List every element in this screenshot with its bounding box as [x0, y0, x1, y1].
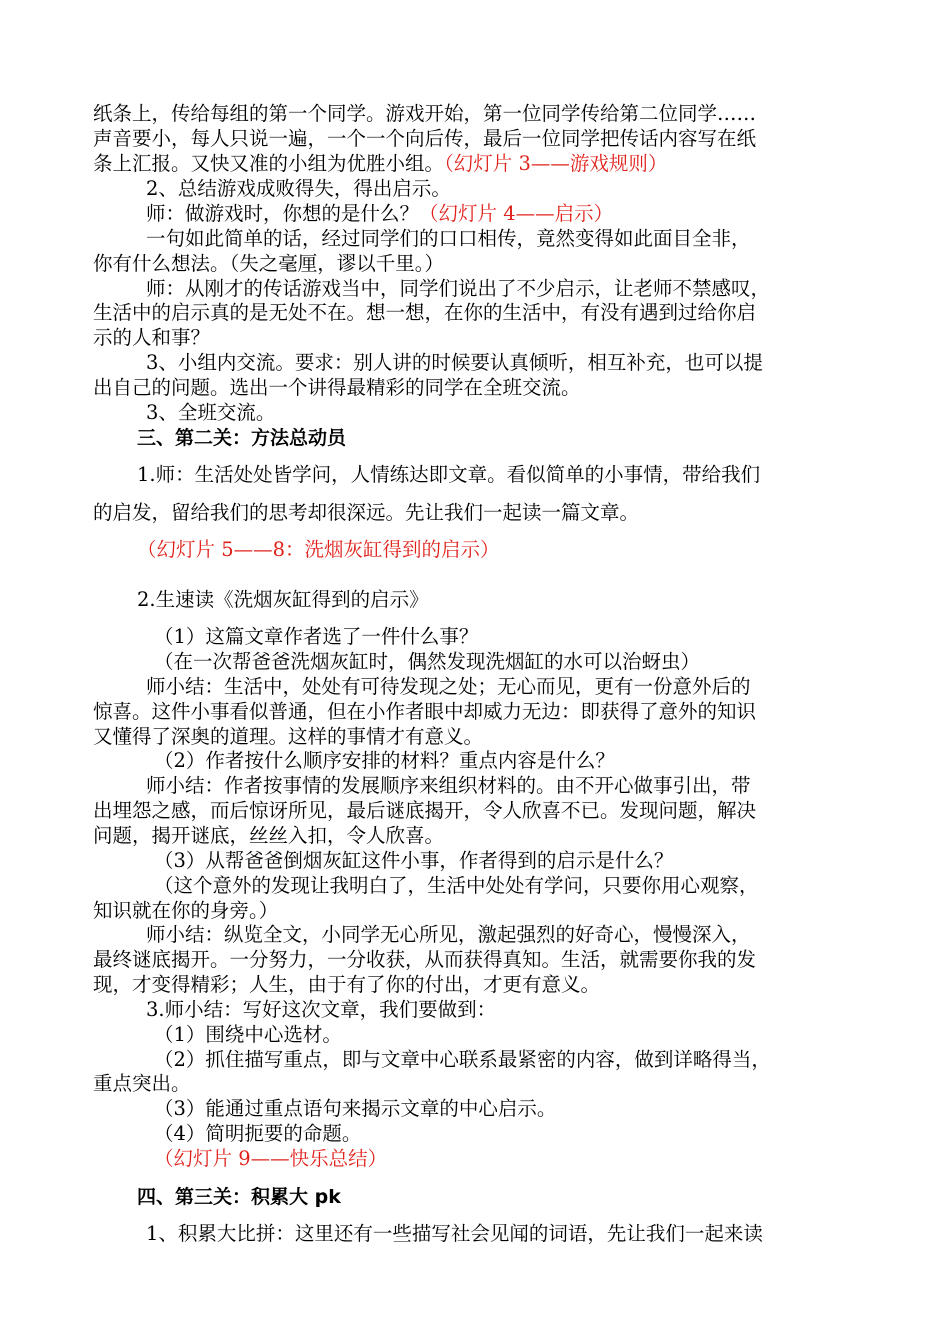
paragraph-line: （1）这篇文章作者选了一件什么事？	[154, 625, 479, 648]
paragraph-line: 你有什么想法。（失之毫厘，谬以千里。）	[93, 252, 445, 275]
paragraph-line: 最终谜底揭开。一分努力，一分收获，从而获得真知。生活，就需要你我的发	[93, 948, 757, 971]
paragraph-line: 声音要小，每人只说一遍，一个一个向后传，最后一位同学把传话内容写在纸	[93, 127, 757, 150]
paragraph-line: 问题，揭开谜底，丝丝入扣，令人欣喜。	[93, 824, 445, 847]
slide-note: （幻灯片 4——启示）	[419, 202, 614, 225]
paragraph-line: 知识就在你的身旁。）	[93, 899, 279, 922]
section-heading: 四、第三关：积累大 pk	[137, 1186, 341, 1208]
paragraph-line: 师小结：纵览全文，小同学无心所见，激起强烈的好奇心，慢慢深入，	[146, 923, 751, 946]
paragraph-line: 出埋怨之感，而后惊讶所见，最后谜底揭开，令人欣喜不已。发现问题，解决	[93, 799, 757, 822]
paragraph-line: 师：做游戏时，你想的是什么？（幻灯片 4——启示）	[146, 202, 614, 225]
paragraph-line: 现，才变得精彩；人生，由于有了你的付出，才更有意义。	[93, 973, 601, 996]
paragraph-line: 3、全班交流。	[146, 401, 276, 424]
paragraph-line: 示的人和事？	[93, 326, 211, 349]
paragraph-line: 条上汇报。又快又准的小组为优胜小组。（幻灯片 3——游戏规则）	[93, 152, 668, 175]
paragraph-line: 又懂得了深奥的道理。这样的事情才有意义。	[93, 725, 484, 748]
paragraph-line: 一句如此简单的话，经过同学们的口口相传，竟然变得如此面目全非，	[146, 227, 751, 250]
paragraph-line: （4）简明扼要的命题。	[154, 1122, 362, 1145]
paragraph-line: （2）作者按什么顺序安排的材料？重点内容是什么？	[154, 749, 615, 772]
section-heading: 三、第二关：方法总动员	[137, 427, 347, 449]
slide-note: （幻灯片 9——快乐总结）	[154, 1147, 388, 1170]
slide-note: （幻灯片 3——游戏规则）	[444, 152, 668, 175]
paragraph-line: 惊喜。这件小事看似普通，但在小作者眼中却威力无边：即获得了意外的知识	[93, 700, 757, 723]
paragraph-line: 生活中的启示真的是无处不在。想一想，在你的生活中，有没有遇到过给你启	[93, 301, 757, 324]
paragraph-line: （3）从帮爸爸倒烟灰缸这件小事，作者得到的启示是什么？	[154, 849, 674, 872]
paragraph-line: 2、总结游戏成败得失，得出启示。	[146, 177, 451, 200]
paragraph-line: （在一次帮爸爸洗烟灰缸时，偶然发现洗烟缸的水可以治蚜虫）	[154, 650, 701, 673]
paragraph-line: （3）能通过重点语句来揭示文章的中心启示。	[154, 1097, 557, 1120]
paragraph-line: （2）抓住描写重点，即与文章中心联系最紧密的内容，做到详略得当，	[154, 1048, 771, 1071]
paragraph-line: 师：从刚才的传话游戏当中，同学们说出了不少启示，让老师不禁感叹，	[146, 277, 771, 300]
paragraph-line: 1.师：生活处处皆学问，人情练达即文章。看似简单的小事情，带给我们	[137, 463, 761, 486]
paragraph-line: 纸条上，传给每组的第一个同学。游戏开始，第一位同学传给第二位同学……	[93, 102, 757, 125]
paragraph-line: 师小结：作者按事情的发展顺序来组织材料的。由不开心做事引出，带	[146, 774, 751, 797]
paragraph-line: 重点突出。	[93, 1072, 191, 1095]
paragraph-line: （这个意外的发现让我明白了，生活中处处有学问，只要你用心观察，	[154, 874, 759, 897]
paragraph-line: （1）围绕中心选材。	[154, 1023, 342, 1046]
paragraph-line: 1、积累大比拼：这里还有一些描写社会见闻的词语，先让我们一起来读	[146, 1222, 763, 1245]
paragraph-line: 2.生速读《洗烟灰缸得到的启示》	[137, 588, 429, 611]
paragraph-line: 师小结：生活中，处处有可待发现之处；无心而见，更有一份意外后的	[146, 675, 751, 698]
paragraph-line: 出自己的问题。选出一个讲得最精彩的同学在全班交流。	[93, 376, 581, 399]
paragraph-line: 的启发，留给我们的思考却很深远。先让我们一起读一篇文章。	[93, 501, 640, 524]
slide-note: （幻灯片 5——8：洗烟灰缸得到的启示）	[137, 538, 500, 561]
paragraph-line: 3.师小结：写好这次文章，我们要做到：	[146, 998, 497, 1021]
paragraph-line: 3、小组内交流。要求：别人讲的时候要认真倾听，相互补充，也可以提	[146, 351, 763, 374]
